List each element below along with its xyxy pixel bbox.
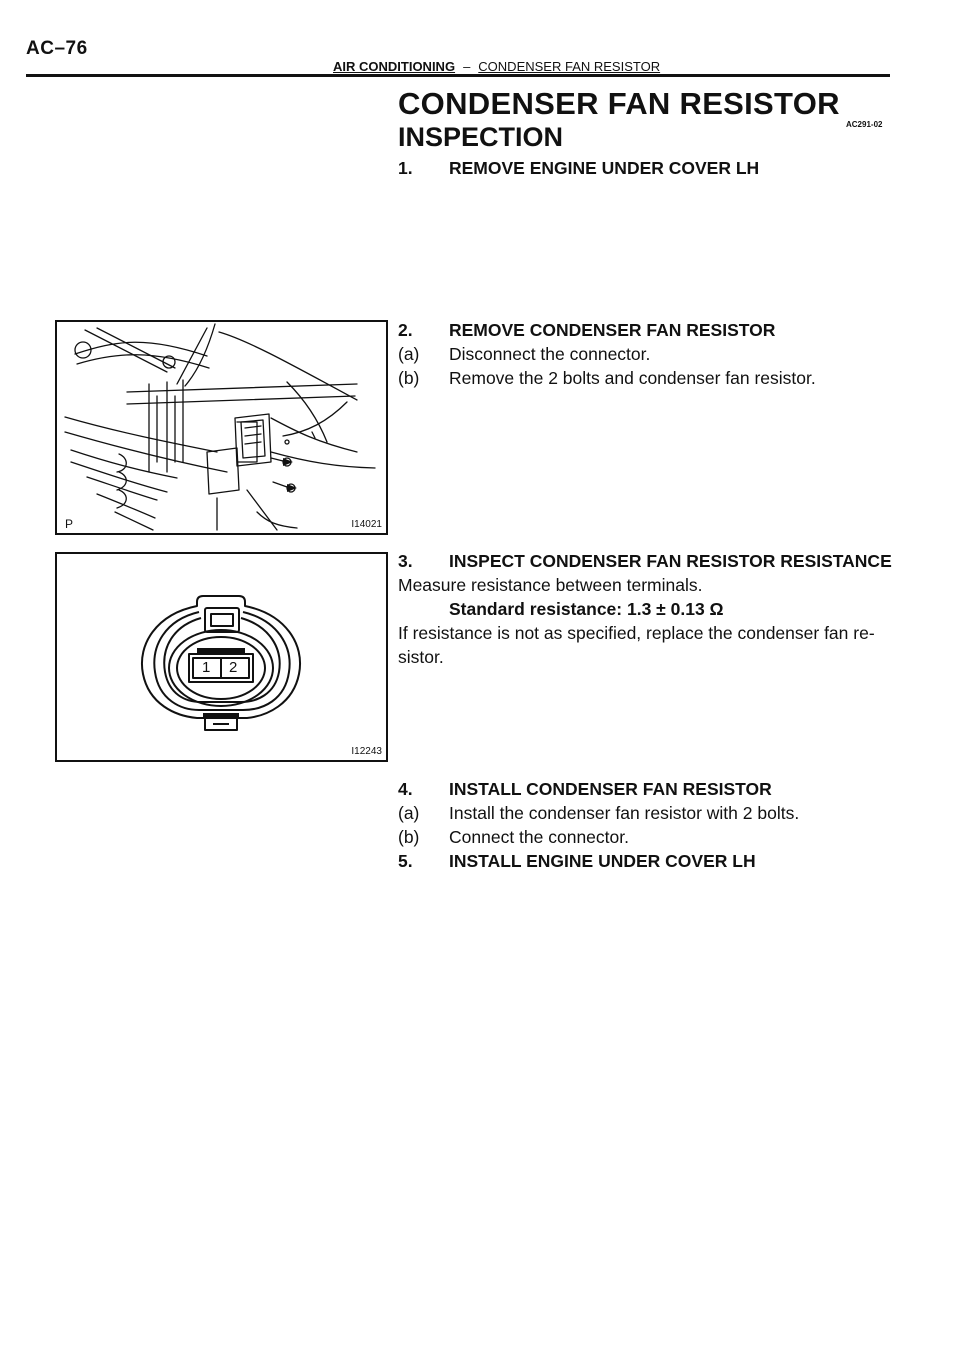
step-2 <box>398 318 918 390</box>
substep-text: Disconnect the connector. <box>449 344 651 364</box>
step-note: If resistance is not as specified, replace the condenser fan re- <box>398 623 875 643</box>
page-subtitle: INSPECTION <box>398 122 564 152</box>
figure-corner-mark: P <box>65 517 74 531</box>
standard-resistance: Standard resistance: 1.3 ± 0.13 Ω <box>449 599 724 619</box>
substep <box>398 366 918 390</box>
substep-text: Connect the connector. <box>449 827 629 847</box>
connector-illustration <box>57 554 386 760</box>
step-number: 2. <box>398 320 413 340</box>
step-text: REMOVE ENGINE UNDER COVER LH <box>449 158 760 178</box>
substep-number: (a) <box>398 344 420 364</box>
substep <box>398 342 918 366</box>
document-code: AC291-02 <box>846 120 883 129</box>
step-number: 3. <box>398 551 413 571</box>
step-body: Measure resistance between terminals. <box>398 575 703 595</box>
substep <box>398 801 918 825</box>
step-text: INSTALL ENGINE UNDER COVER LH <box>449 851 756 871</box>
substep-number: (b) <box>398 827 420 847</box>
figure-code: I12243 <box>351 746 382 757</box>
step-text: INSPECT CONDENSER FAN RESISTOR RESISTANCE <box>449 551 892 571</box>
terminal-1-label: 1 <box>202 659 211 676</box>
header-rule <box>26 74 890 77</box>
step-text: REMOVE CONDENSER FAN RESISTOR <box>449 320 776 340</box>
header-dash: – <box>463 59 471 74</box>
step-1 <box>398 156 918 180</box>
page-number: AC–76 <box>26 38 88 59</box>
step-4 <box>398 777 918 873</box>
figure-code: I14021 <box>351 519 382 530</box>
header-subsection: CONDENSER FAN RESISTOR <box>478 59 661 74</box>
substep <box>398 825 918 849</box>
resistor-location-illustration <box>57 322 386 533</box>
figure-resistor-location <box>55 320 388 535</box>
step-number: 4. <box>398 779 413 799</box>
running-header <box>333 59 660 74</box>
step-number: 5. <box>398 851 413 871</box>
page-title: CONDENSER FAN RESISTOR <box>398 86 840 121</box>
substep-number: (b) <box>398 368 420 388</box>
figure-connector-terminals <box>55 552 388 762</box>
substep-text: Install the condenser fan resistor with 2 bolts. <box>449 803 800 823</box>
substep-number: (a) <box>398 803 420 823</box>
step-5 <box>398 849 918 873</box>
step-note-cont: sistor. <box>398 647 444 667</box>
step-number: 1. <box>398 158 413 178</box>
header-section: AIR CONDITIONING <box>333 59 456 74</box>
terminal-2-label: 2 <box>229 659 238 676</box>
substep-text: Remove the 2 bolts and condenser fan resistor. <box>449 368 816 388</box>
step-text: INSTALL CONDENSER FAN RESISTOR <box>449 779 772 799</box>
step-3 <box>398 549 918 669</box>
